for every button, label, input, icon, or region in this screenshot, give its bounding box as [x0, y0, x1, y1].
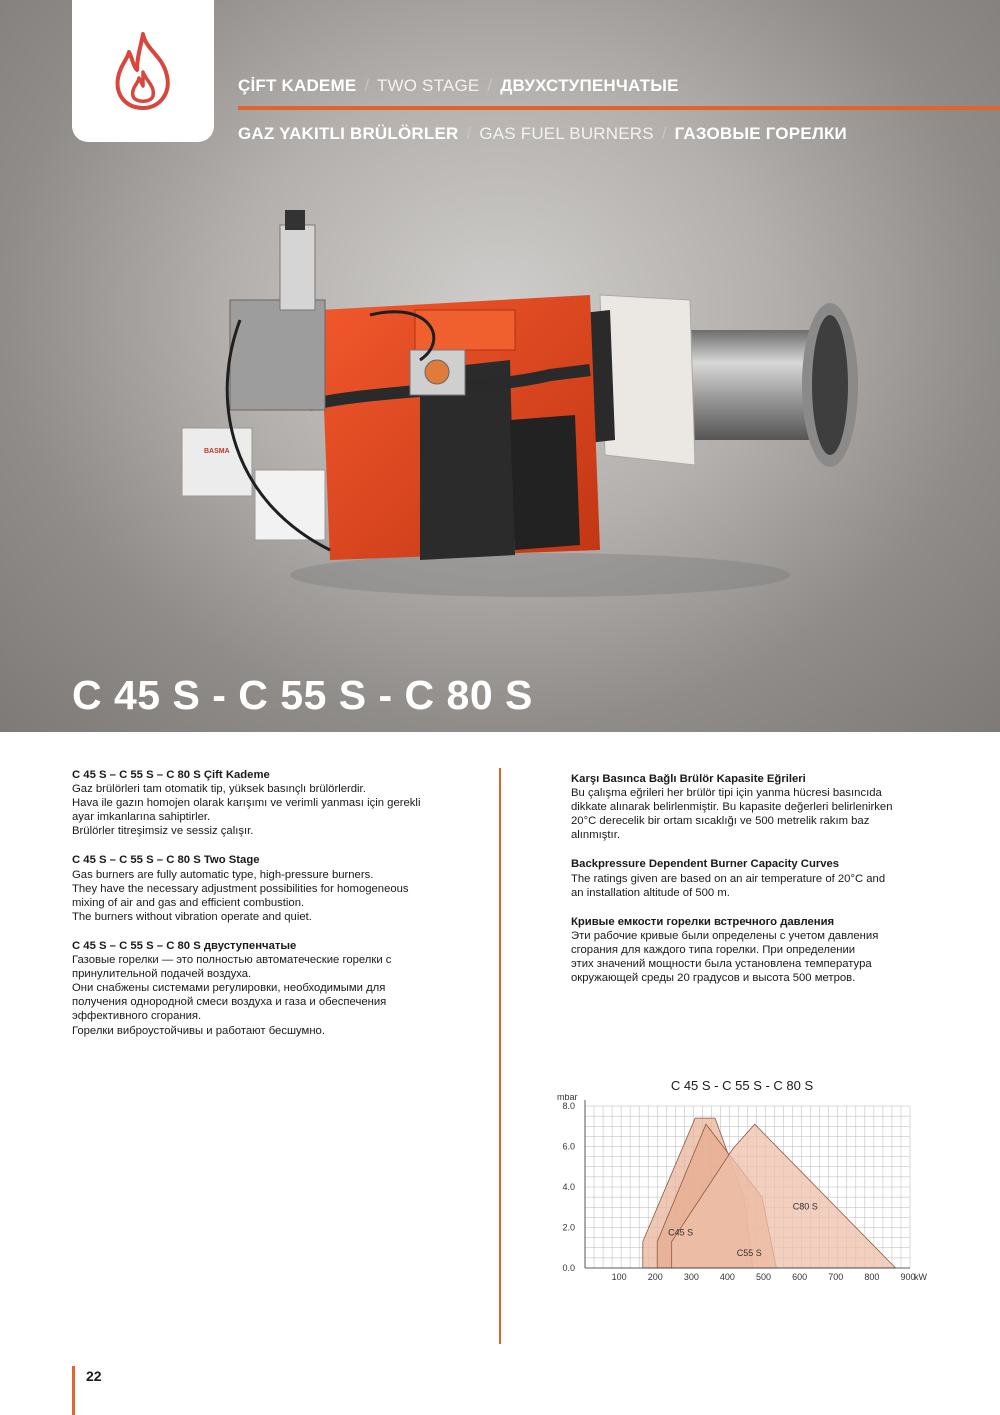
- capacity-russian: [571, 915, 941, 985]
- header-tr-stage: ÇİFT KADEME: [238, 76, 357, 95]
- x-tick-label: 200: [647, 1272, 663, 1282]
- description-heading: C 45 S – C 55 S – C 80 S двуступенчатые: [72, 939, 297, 952]
- header-en-fuel: GAS FUEL BURNERS: [479, 124, 654, 143]
- header-ru-stage: ДВУХСТУПЕНЧАТЫЕ: [500, 76, 679, 95]
- capacity-text: Эти рабочие кривые были определены с учетом давления сгорания для каждого типа горелки. При определении этих значений мощности была установлена температура окружающей среды 20 градусов и высота 500 метров.: [571, 929, 879, 985]
- y-tick-label: 4.0: [562, 1182, 575, 1192]
- header-line-2: [238, 124, 847, 144]
- chart-title: C 45 S - C 55 S - C 80 S: [670, 1078, 814, 1093]
- capacity-turkish: [571, 772, 941, 842]
- x-tick-label: 300: [683, 1272, 699, 1282]
- header-separator: /: [487, 76, 493, 95]
- flame-icon: [111, 30, 175, 112]
- product-brand-label: BASMA: [204, 448, 230, 455]
- header-separator: /: [466, 124, 472, 143]
- x-tick-label: 100: [611, 1272, 627, 1282]
- header-separator: /: [364, 76, 370, 95]
- description-text: Газовые горелки — это полностью автоматеческие горелки с принулительной подачей воздуха. Они снабжены системами регулировки, необходимыми для получения однородной смеси воздуха и газа и обеспечения эффективного сгорания. Горелки виброустойчивы и работают бесшумно.: [72, 954, 392, 1037]
- description-heading: C 45 S – C 55 S – C 80 S Two Stage: [72, 854, 260, 867]
- logo-tab: [72, 0, 214, 142]
- description-english: [72, 853, 472, 923]
- page-marker: [72, 1366, 75, 1415]
- column-divider: [499, 768, 501, 1344]
- x-axis-label: kW: [914, 1272, 927, 1282]
- capacity-column: [571, 772, 941, 1000]
- page-number: 22: [86, 1368, 102, 1384]
- capacity-english: [571, 857, 941, 899]
- capacity-heading: Backpressure Dependent Burner Capacity Curves: [571, 858, 840, 871]
- y-tick-label: 0.0: [562, 1263, 575, 1273]
- description-column: [72, 768, 472, 1053]
- x-tick-label: 900: [900, 1272, 916, 1282]
- capacity-heading: Karşı Basınca Bağlı Brülör Kapasite Eğrileri: [571, 773, 806, 785]
- series-label: C45 S: [668, 1227, 694, 1238]
- description-text: Gaz brülörleri tam otomatik tip, yüksek basınçlı brülörlerdir. Hava ile gazın homojen olarak karışımı ve verimli yanması için gerekli ayar imkanlarına sahiptirler. Brülörler titreşimsiz ve sessiz çalışır.: [72, 783, 421, 838]
- y-axis-label: mbar: [557, 1094, 578, 1102]
- header-en-stage: TWO STAGE: [376, 76, 480, 95]
- capacity-text: Bu çalışma eğrileri her brülör tipi için yanma hücresi basıncıda dikkate alınarak belirlenmiştir. Bu kapasite değerleri belirlenirken 20°C derecelik bir ortam sıcaklığı ve 500 metrelik rakım baz alınmıştır.: [571, 787, 893, 842]
- series-label: C80 S: [792, 1201, 818, 1212]
- description-text: Gas burners are fully automatic type, high-pressure burners. They have the necessary adjustment possibilities for homogeneous mixing of air and gas and efficient combustion. The burners without vibration operate and quiet.: [72, 868, 409, 923]
- burner-product-image: [170, 200, 870, 620]
- x-tick-label: 800: [864, 1272, 880, 1282]
- description-russian: [72, 939, 472, 1038]
- y-tick-label: 6.0: [562, 1141, 575, 1152]
- header-ru-fuel: ГАЗОВЫЕ ГОРЕЛКИ: [674, 124, 847, 143]
- model-title: C 45 S - C 55 S - C 80 S: [72, 672, 533, 718]
- x-tick-label: 400: [719, 1272, 735, 1282]
- header-divider: [238, 106, 1000, 110]
- capacity-heading: Кривые емкости горелки встречного давления: [571, 915, 835, 928]
- header-line-1: [238, 76, 679, 96]
- capacity-text: The ratings given are based on an air temperature of 20°C and an installation altitude of 500 m.: [571, 872, 886, 899]
- x-tick-label: 700: [828, 1272, 844, 1282]
- x-tick-label: 600: [792, 1272, 808, 1282]
- series-label: C55 S: [736, 1247, 762, 1258]
- y-tick-label: 8.0: [562, 1101, 575, 1111]
- description-turkish: [72, 768, 472, 838]
- y-tick-label: 2.0: [562, 1222, 575, 1233]
- header-tr-fuel: GAZ YAKITLI BRÜLÖRLER: [238, 124, 459, 143]
- description-heading: C 45 S – C 55 S – C 80 S Çift Kademe: [72, 769, 270, 781]
- x-tick-label: 500: [756, 1272, 772, 1282]
- header-separator: /: [661, 124, 667, 143]
- capacity-chart: [548, 1094, 938, 1294]
